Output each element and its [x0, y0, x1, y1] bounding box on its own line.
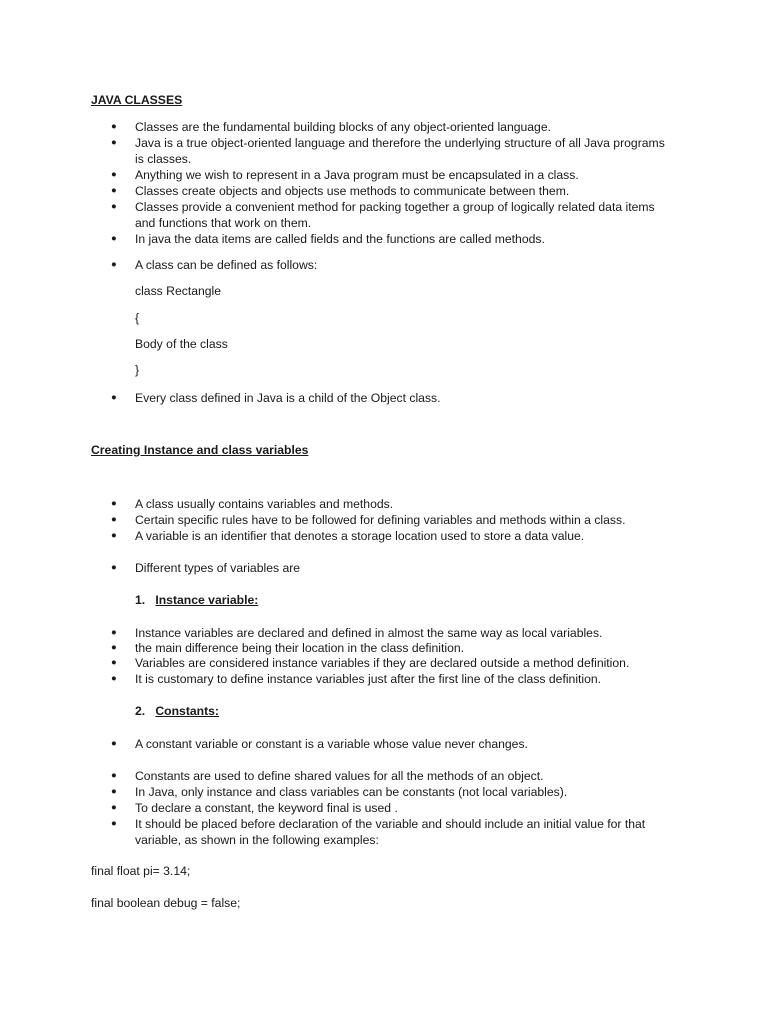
section-heading-variables: Creating Instance and class variables [91, 443, 309, 457]
list-item: ● Constants are used to define shared values for all the methods of an object. [114, 768, 674, 784]
list-item: ● Anything we wish to represent in a Java program must be encapsulated in a class. [114, 167, 674, 183]
code-line: Body of the class [135, 337, 228, 351]
section-heading-java-classes: JAVA CLASSES [91, 93, 183, 107]
code-example: final float pi= 3.14; [91, 864, 191, 878]
list-item: ● Variables are considered instance variables if they are declared outside a method definition. [114, 655, 674, 671]
list-item: ● It should be placed before declaration of the variable and should include an initial value for that variable, as shown in the following examples: [114, 816, 674, 848]
list-item: ● In Java, only instance and class variables can be constants (not local variables). [114, 784, 674, 800]
list-item: ● Certain specific rules have to be followed for defining variables and methods within a class. [114, 512, 674, 528]
list-item: ● Java is a true object-oriented language and therefore the underlying structure of all Java programs is classes. [114, 135, 674, 167]
code-example: final boolean debug = false; [91, 896, 241, 910]
list-item: ● the main difference being their location in the class definition. [114, 640, 674, 656]
list-item: ● A class usually contains variables and methods. [114, 496, 674, 512]
subheading-constants: 2. Constants: [135, 704, 219, 718]
list-item: ● Different types of variables are [114, 560, 674, 576]
code-line: } [135, 363, 140, 377]
list-item: ● In java the data items are called fields and the functions are called methods. [114, 231, 674, 247]
list-item: ● Every class defined in Java is a child of the Object class. [114, 390, 674, 406]
list-item: ● To declare a constant, the keyword final is used . [114, 800, 674, 816]
list-item: ● It is customary to define instance variables just after the first line of the class definition. [114, 671, 674, 687]
list-item: ● A class can be defined as follows: [114, 257, 674, 273]
subheading-instance-variable: 1. Instance variable: [135, 593, 259, 607]
code-line: { [135, 311, 140, 325]
list-item: ● Classes create objects and objects use methods to communicate between them. [114, 183, 674, 199]
list-item: ● Classes provide a convenient method for packing together a group of logically related data items and functions that work on them. [114, 199, 674, 231]
list-item: ● Classes are the fundamental building blocks of any object-oriented language. [114, 119, 674, 135]
list-item: ● A variable is an identifier that denotes a storage location used to store a data value. [114, 528, 674, 544]
list-item: ● Instance variables are declared and defined in almost the same way as local variables. [114, 625, 674, 641]
list-item: ● A constant variable or constant is a variable whose value never changes. [114, 736, 674, 752]
code-line: class Rectangle [135, 284, 222, 298]
